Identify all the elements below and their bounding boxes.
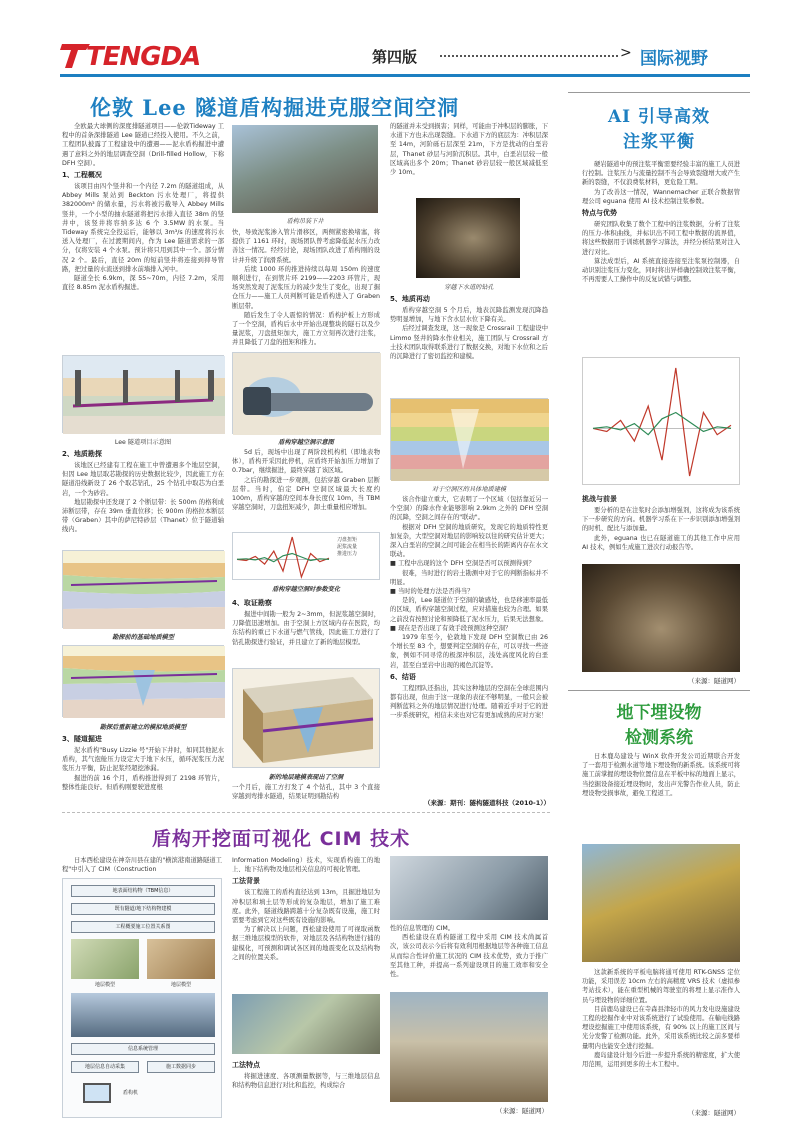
paragraph: 将掘进速度、各项测量数据等，与三维地层信息和结构物信息进行对比和监控，构成综合	[232, 1073, 380, 1090]
paragraph: 后经过调查发现，这一现象是 Crossrail 工程建设中 Limmo 竖井的降水作业相关，施工团队与 Crossrail 方土技术团队取得联系进行了数据交换，对地下水位和之后的沉降进行了密切监控和建模。	[390, 325, 548, 361]
photo-cim-screen	[390, 856, 548, 920]
paragraph: 鹿岛建设计划今后进一步提升系统的精密度，扩大使用范围，运用到更多的土木工程中。	[582, 1051, 740, 1069]
section-heading: 工法特点	[232, 1061, 260, 1069]
legend-item: 推进压力	[337, 551, 358, 557]
paragraph: 要分析的是在注浆时会添加增强剂，这将成为该系统下一步研究的方向。机器学习系在下一步识别添加增强剂的时机、配比与添加量。	[582, 507, 740, 533]
figure-caption: 对于空洞区的具体地质建模	[431, 486, 507, 493]
detect-title	[568, 698, 750, 748]
paragraph: 日本西松建设在神奈川县在建的"横滨港南道路隧道工程"中引入了 CIM（Construction	[62, 857, 222, 874]
article-source: （来源：期刊：隧构隧道科技（2010-1））	[423, 799, 550, 807]
paragraph: 该工程施工的盾构直径达到 13m，且掘进地层为冲积层和填土层等形成的复杂地层，增加了施工难度。此外，隧道线路跨越十分复杂既有设施，施工时需要考虑到它对这些既有设施的影响。	[232, 889, 380, 925]
header-rule	[60, 74, 750, 77]
paragraph: 算法成型后，AI 系统直接连接至注浆泵控制器，自动识别注浆压力变化，同时将出异样确控制效注浆平衡，不再需要人工操作中的反复试错与调整。	[582, 257, 740, 284]
paragraph: 此外，eguana 也已在隧道施工的其他工作中应用 AI 技术，例如生成施工进次行动报告等。	[582, 534, 740, 551]
diagram-box: 施工数据同步	[147, 1061, 215, 1073]
paragraph: 工程团队还指出，其实这种地层的空洞在全球范围内都有出现，但由于这一现象的表征不够明显，一般只会被判断蓝料之外的地层情况进行处理。随着近乎对于它的进一步系统研究，相信未来也对它有更加成熟的应对方案！	[390, 684, 548, 720]
paragraph: ■ 工程中出现的这个 DFH 空洞是否可以预测得到？	[390, 560, 535, 568]
article-col-2d	[232, 783, 380, 801]
header	[0, 0, 800, 78]
chart-series-line	[237, 537, 329, 577]
article-col-1b	[62, 447, 224, 535]
article-col-2c	[232, 596, 380, 647]
figure-geology-model-after	[62, 645, 224, 717]
paragraph: 5d 后，现场中出现了两阶段机构机（即地表物体），盾构开采因此停机，应盾终开始加压力增加了 0.7bar，继续掘进，最终穿越了该区域。	[232, 449, 380, 475]
section-heading: 挑战与前景	[582, 495, 617, 503]
section-divider	[62, 812, 550, 813]
photo-cim-tunnel	[390, 992, 548, 1102]
diagram-box: 工程概要施工位置关系图	[71, 921, 215, 933]
figure-caption: 新的地层建模表现出了空洞	[268, 774, 344, 781]
grouting-chart	[583, 358, 741, 486]
sidebar	[568, 92, 750, 1122]
sidebar-rule	[568, 92, 750, 93]
figure-caption: 勘探前的基础地质模型	[112, 634, 174, 641]
paragraph: 该合作建立重大，它表明了一个区域（包括靠近另一个空洞）的降水作业能够影响 2.9km 之外的 DFH 空洞的沉降，空洞之间存在的"联动"。	[390, 496, 548, 522]
paragraph: ■ 当时的处理方法是否得当？	[390, 588, 474, 596]
paragraph: 1979 年至今，伦敦地下发现 DFH 空洞数已由 26 个增长至 83 个，想要判定空洞的存在，可以寻找一些迹象，例如不同寻常的极深冲积层，浅处高度风化的白垩岩，甚至白垩岩中出现的褐色沉淀等。	[390, 634, 548, 669]
section-heading: 3、隧道掘进	[62, 735, 102, 743]
cim-diagram	[62, 878, 222, 1118]
detect-body	[582, 752, 740, 798]
logo-text: TENGDA	[86, 42, 201, 72]
section-heading: 4、取证勘察	[232, 599, 272, 607]
article-col-1	[62, 122, 224, 292]
figure-caption: 勘探后重新建立的模拟地质模型	[99, 724, 187, 731]
sidebar-rule	[568, 690, 750, 691]
detect-body-2	[582, 968, 740, 1069]
article-col-1c	[62, 732, 224, 792]
paragraph: 掘进中间勘一般为 2~3mm，但泥浆越空洞时，刀降值迅速增加。由于空洞上方区域内存在医院，均东结构的重已下水道与燃气管线，因此施工方进行了钻孔勘探进行验证，并且建立了新的地层模型。	[232, 611, 380, 646]
figure-geology-model-before	[62, 550, 224, 628]
photo-cim-3d-model	[232, 994, 380, 1054]
article-col-3	[390, 122, 548, 177]
paragraph: 之后的勘探进一步观测，包括穿越 Graben 层断层带。当时，伯定 DFH 空洞区域最大长度约 100m，盾构穿越的空间本身长度仅 10m，当 TBM 穿越空洞时，刀盘扭矩减少，卸土重量相应增加。	[232, 476, 380, 512]
detect-source: （来源：隧道网）	[688, 1109, 740, 1117]
paragraph: 很难，当时进行的岩土勘测中对于它的判断指标并不明显。	[390, 569, 548, 586]
figure-caption: 盾构穿越空洞时参数变化	[271, 586, 341, 593]
paragraph: 目前鹿岛建设已在寺森县津轻市的风力发电设施建设工程的挖掘作业中对该系统进行了试验使用。在輸电线路埋设挖掘施工中使用该系统，有 90% 以上的施工区间与光分发警了检测功能。此外，采用该系统比较之前多要样量明内也能安全进行挖掘。	[582, 1005, 740, 1050]
paragraph: 这款新系统的平板电脑将通可使用 RTK-GNSS 定位功能，采用误差 10cm 左右的高精度 VRS 技术（虚拟参考站技术），能在重型机械的驾驶室的将埋上显示准作人员与埋设物的详细位置。	[582, 969, 740, 1004]
article-title: 伦敦 Lee 隧道盾构掘进克服空间空洞	[90, 95, 460, 120]
chevron-right-icon: >	[620, 45, 632, 61]
ai-body	[582, 160, 740, 284]
paragraph: 快，导致泥浆渗入管片滑移区，两侧紧密换堵塞，将提供了 1161 环时，现场团队曾考虑降低泥水压力改善这一情况。经经讨论，现场团队改进了盾构刚的设计并升级了润滑系统。	[232, 229, 380, 264]
diagram-box: 既有隧道/地下结构物建模	[71, 903, 215, 915]
diagram-image	[71, 939, 139, 979]
legend-item: 刀盘扭矩	[337, 537, 358, 543]
figure-caption: 穿越下水道的钻孔	[444, 284, 494, 291]
cim-title: 盾构开挖面可视化 CIM 技术	[152, 828, 411, 850]
article-col-2b	[232, 448, 380, 512]
cim-col-1	[62, 856, 222, 874]
cim-col-2b	[232, 1058, 380, 1090]
paragraph: 日本鹿岛建设与 WinX 软件开发公司近期联合开发了一套用于检测水道等地下埋设物的新系统。该系统可将施工前掌握的埋设物位置信息在平板中标的地面上显示，当挖掘设备接近埋设物时，发出声光警告作业人员，防止埋设物受损事故，避免工程返工。	[582, 753, 740, 797]
figure-caption: Lee 隧道项目示意图	[114, 439, 172, 446]
section-heading: 6、结语	[390, 672, 416, 681]
section-heading: 1、工程概况	[62, 171, 102, 180]
ai-title-line-2: 注浆平衡	[623, 132, 695, 152]
section-heading: 工法背景	[232, 877, 260, 886]
paragraph: 后续 1000 环的推进持续以每周 150m 的速度顺利进行，在到管片环 2199——2203 环管片，现场突然发现了泥浆压力的减少发生了变化，出现了掘仓压力——施工人员判断可能是盾构进入了 Graben 断层带。	[232, 265, 380, 310]
figure-caption: 盾构穿越空洞示意图	[278, 439, 334, 446]
section-heading: 2、地质勘探	[62, 450, 102, 458]
diagram-image	[71, 993, 215, 1037]
diagram-box: 地表面结构物（TBM信息）	[71, 885, 215, 897]
computer-icon	[83, 1083, 111, 1103]
photo-excavator-tablet	[582, 844, 740, 962]
diagram-label: 地层模型	[94, 982, 115, 988]
paragraph: 是的，Lee 隧道位于空洞的敏感处，也是移速率最低的区域，盾构穿越空洞过程，应对措施也较为合理。如果之前没有按照讨论和预降低了泥水压力，后果无法想象。	[390, 597, 548, 623]
ai-chart	[582, 357, 740, 485]
paragraph: 的隧道并未受到损害；同样，可能由于冲积层的膨胀，下水道下方也未出现裂缝。下水道下方的底层为：冲积层深至 14m，河阶砾石层深至 21m，下方是扰动的白垩岩层，Thanet 砂层与河阶沉积层。其中，白垩岩层较一般区域高出多个 20m；Thanet 砂岩层较一般区域减低至少 10m。	[390, 123, 548, 177]
paragraph: 根据对 DFH 空洞的地质研究，发现它的地质特性更加复杂，大型空洞对地层的影响较以往的研究估计更大；深入白垩岩的空洞之间可能会在相当长的距离内存在水文联动。	[390, 523, 548, 559]
diagram-box: 信息系统管理	[71, 1043, 215, 1055]
diagram-box: 地层信息自动采集	[71, 1061, 139, 1073]
paragraph: 掘进的前 16 个月，盾构推进得到了 2198 环管片，整体性能良好。但盾构刚要驶进度根	[62, 774, 224, 791]
diagram-image	[147, 939, 215, 979]
photo-borehole	[416, 198, 520, 278]
figure-new-ground-model	[232, 668, 380, 768]
paragraph: 泥水盾构"Busy Lizzie 号"开始下井时，如同其他泥水盾构，其气泡舱压力设定大于地下水压，循环泥浆压力泥浆压力平衡，防止泥浆经超挖渗漏。	[62, 747, 224, 773]
detect-title-line-2: 检测系统	[625, 728, 693, 748]
chart-legend	[337, 537, 381, 558]
paragraph: Information Modeling）技术，实现盾构施工的地上、地下结构物及地层相关信息的可视化管理。	[232, 857, 380, 874]
figure-caption: 盾构吊装下井	[286, 218, 324, 225]
legend-item: 泥浆流量	[337, 544, 358, 550]
paragraph: ■ 现在是否出现了有效手段预测这种空洞？	[390, 624, 512, 632]
paragraph: 研究团队收集了数个工程中的注浆数据，分析了注浆的压力-体积曲线，并标识出不同工程中数据的流界值，将这些数据用于训练机器学习算法，并经分析结果对注入进行对比。	[582, 221, 740, 256]
cim-col-2	[232, 856, 380, 962]
figure-void-geology	[390, 398, 548, 480]
cim-col-3	[390, 924, 548, 979]
ai-title-line-1: AI 引导高效	[607, 107, 711, 127]
section-heading: 特点与优势	[582, 209, 617, 218]
chart-series-line	[593, 368, 731, 476]
article-col-3c	[390, 495, 548, 721]
page-label: 第四版	[372, 48, 418, 66]
diagram-label: 盾构机	[123, 1090, 139, 1096]
section-heading: 5、地质再动	[390, 295, 430, 303]
figure-tunnel-schematic	[62, 355, 224, 433]
cim-source: （来源：隧道网）	[496, 1107, 548, 1115]
paragraph: 盾构穿越空洞 5 个月后，地表沉降监测发现沉降趋势明显增加，与地下含水层水位下降有关。	[390, 307, 548, 324]
paragraph: 一个月后，施工方打发了 4 个钻孔，其中 3 个直接穿越到弯排水隧道，结果证明到勘结构	[232, 784, 380, 801]
diagram-label: 地层模型	[170, 982, 191, 988]
detect-title-line-1: 地下埋设物	[616, 703, 702, 723]
paragraph: 性的信息管理的 CIM。	[390, 925, 455, 932]
figure-void-crossing	[232, 352, 380, 434]
paragraph: 隧道全长 6.9km，深 55~70m，内径 7.2m，采用直径 8.85m 泥水盾构掘进。	[62, 275, 224, 292]
paragraph: 该地区已经建有工程在施工中曾遭遇多个地层空洞，但因 Lee 地层取芯勘探的历史数据比较少，因此施工方在隧道沿线新设了 26 个取芯钻孔，25 个钻孔中取芯为白垩岩，一个为砂岩。	[62, 462, 224, 497]
header-dots	[440, 55, 618, 57]
ai-source: （来源：隧道网）	[688, 677, 740, 685]
photo-grouting-tunnel	[582, 564, 740, 672]
article-col-3b	[390, 292, 548, 361]
paragraph: 该项目由四个竖井和一个内径 7.2m 的隧道组成，从 Abbey Mills 泵站到 Beckton 污水处理厂，将提供 382000m³ 的储水量，污水将被污截导入 Abbey Mills 竖井，一个小型的抽水隧道将把污水排入直径 38m 的竖井中，该竖井将容纳多达 6 个 3.5MW 的水泵。当 Tideway 系统完全投运后，能够以 3m³/s 的速度将污水送入处理厂，在过渡期间内，作为 Lee 隧道需求的一部分，仅将安装 4 个水泵。预计将只用到其中一个。部分情况 2 个。最后，直径 20m 的短前竖井将连接到抑导管路，把过量的水流送到排水前墙排入河中。	[62, 183, 224, 273]
paragraph: 西松建设在盾构隧道工程中采用 CIM 技术尚属首次，该公司表示今后将有效利用根据地层等各种施工信息从而综合性评价施工状况的 CIM 技术优势，致力于推广至其他工种，并提高一系列建设项目的施工效率和安全性。	[390, 934, 548, 979]
paragraph: 硬岩隧道中的预注浆平衡需要经验丰富的施工人员进行控制。注浆压力与流量控制不当会导致裂缝增大或产生新的裂缝，不仅浪费浆材料，更危险工期。	[582, 161, 740, 187]
article-col-2	[232, 228, 380, 348]
paragraph: 全欧最大球侧的深度排隧道项目——伦敦Tideway 工程中的首条深排隧道 Lee 隧道已经投入使用。不久之前，工程团队披露了工程建设中的遭遇——泥水盾构掘进中遭遇了意料之外的地层调查空洞（Drill-filled Hollow，下称 DFH 空洞）。	[62, 123, 224, 167]
section-label: 国际视野	[640, 49, 708, 69]
ai-body-2	[582, 492, 740, 552]
paragraph: 为了改善这一情况，Wannemacher 正联合数据管理公司 eguana 使用 AI 技术控制注浆参数。	[582, 188, 740, 205]
paragraph: 随后发生了令人震惊的情况：盾构护板上方形成了一个空洞，盾构后水中开始出现整块的隧石以及少量泥浆，刀盘扭矩加大，施工方立刻再次进行注浆，并且降低了刀盘的扭矩和推力。	[232, 311, 380, 347]
photo-tbm-lowering	[232, 125, 378, 213]
paragraph: 地层勘探中还发现了 2 个断层带：长 500m 的格利成沛断层带，存在 39m 垂直位移；长 900m 的格拉本断层带（Graben）其中的萨尼特砂层（Thanet）位于隧道轴线内。	[62, 498, 224, 534]
brand-logo	[60, 38, 210, 72]
paragraph: 为了解决以上问题，西松建设使用了可视取函数据三维地层模型的软件，对地层及各结构物进行捕的建模化，可预测和调试各区间的地震变化以及结构物之间的位置关系。	[232, 926, 380, 961]
ai-title	[568, 102, 750, 152]
